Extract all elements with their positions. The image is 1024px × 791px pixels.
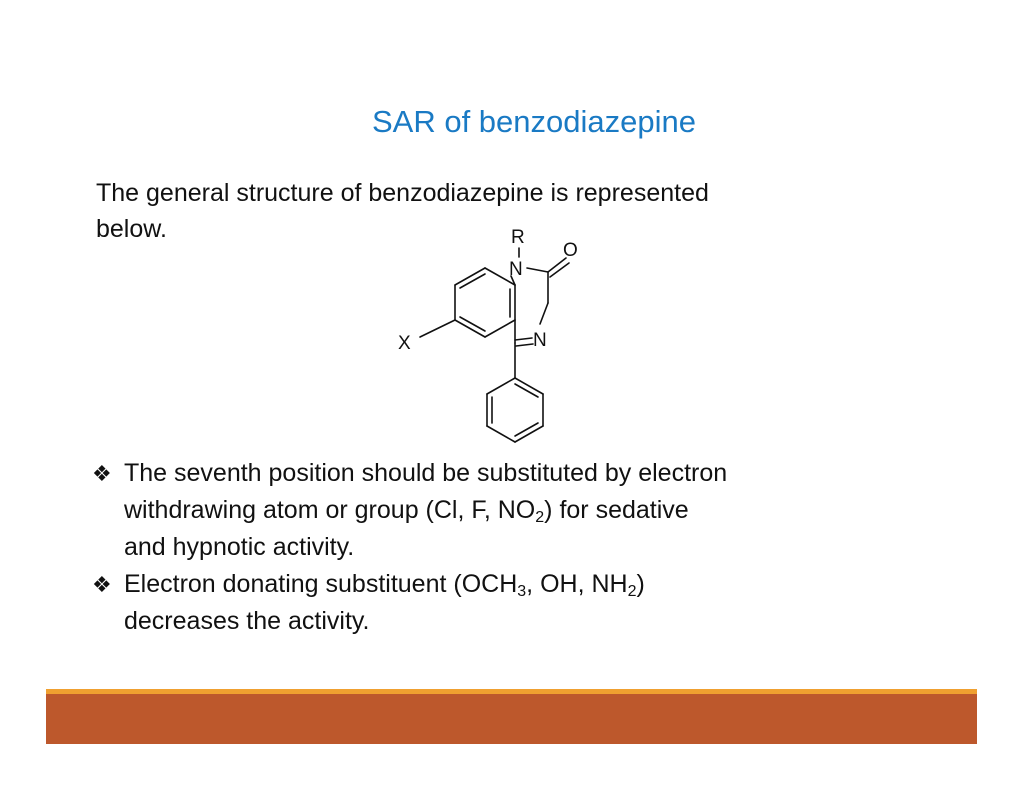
label-r: R bbox=[511, 227, 525, 248]
benzodiazepine-structure bbox=[390, 220, 600, 450]
bullet-item bbox=[92, 455, 972, 566]
bullet-list bbox=[92, 455, 972, 640]
bullet-line: withdrawing atom or group (Cl, F, $NO_2$) for sedative bbox=[124, 496, 689, 526]
diamond-bullet-icon: ❖ bbox=[92, 572, 112, 597]
intro-line-1: The general structure of benzodiazepine is represented bbox=[96, 179, 709, 207]
label-n4: N bbox=[533, 330, 547, 351]
bullet-line: decreases the activity. bbox=[124, 607, 370, 635]
label-n1: N bbox=[509, 259, 523, 280]
label-o: O bbox=[563, 240, 578, 261]
label-x: X bbox=[398, 333, 411, 354]
slide-title: SAR of benzodiazepine bbox=[371, 104, 696, 139]
bullet-line: The seventh position should be substituted by electron bbox=[124, 459, 728, 487]
footer-bar bbox=[46, 694, 977, 744]
diamond-bullet-icon: ❖ bbox=[92, 461, 112, 486]
bullet-item bbox=[92, 566, 972, 640]
bullet-line: and hypnotic activity. bbox=[124, 533, 355, 561]
intro-line-2: below. bbox=[96, 215, 167, 243]
bullet-line: Electron donating substituent ($OCH_3$, OH, $NH_2$) bbox=[124, 570, 645, 600]
